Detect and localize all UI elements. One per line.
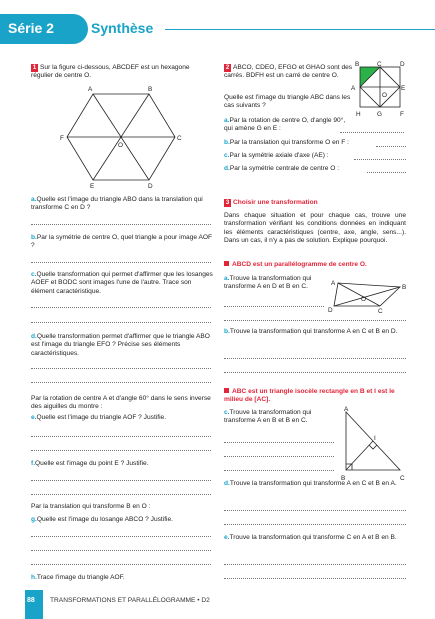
- label-f: F: [400, 111, 404, 118]
- ex1-question-b: [31, 234, 213, 251]
- answer-line[interactable]: [31, 494, 211, 495]
- answer-line[interactable]: [31, 262, 211, 263]
- q-letter: d.: [224, 165, 230, 172]
- q-text: Par la rotation de centre O, d'angle 90°, qui amène G en E :: [224, 117, 346, 133]
- ex1-translation-intro: Par la translation qui transforme B en O :: [31, 503, 151, 510]
- answer-line[interactable]: [31, 480, 211, 481]
- ex3-title: Choisir une transformation: [233, 199, 318, 206]
- ex3-question-c: [224, 409, 340, 426]
- q-text: Trouve la transformation qui transforme C en A et B en B.: [229, 534, 397, 541]
- answer-line[interactable]: [31, 450, 211, 451]
- squares-figure: [350, 60, 412, 122]
- q-text: Par la symétrie axiale d'axe (AE) :: [229, 152, 329, 159]
- ex2-intro: [224, 64, 354, 81]
- answer-line[interactable]: [224, 372, 406, 373]
- answer-line[interactable]: [224, 510, 406, 511]
- page-number-tab: [25, 590, 43, 619]
- ex3-part1-title: [224, 261, 406, 269]
- ex3-question-b: [224, 328, 406, 336]
- label-b: B: [355, 61, 360, 68]
- q-text: Quelle est l'image du point E ? Justifie.: [35, 460, 149, 467]
- ex1-intro-text: Sur la figure ci-dessous, ABCDEF est un hexagone régulier de centre O.: [31, 64, 190, 80]
- ex2-question: Quelle est l'image du triangle ABC dans les cas suivants ?: [224, 94, 351, 110]
- q-letter: a.: [31, 196, 37, 203]
- q-letter: c.: [31, 271, 37, 278]
- q-letter: c.: [224, 152, 230, 159]
- answer-line[interactable]: [31, 536, 211, 537]
- q-text: Quelle transformation qui permet d'affirmer que les losanges AOEF et BODC sont images l'une de l'autre. Trace son élément caractéristique.: [31, 271, 213, 295]
- answer-line[interactable]: [340, 132, 404, 133]
- q-letter: h.: [31, 574, 37, 581]
- answer-line[interactable]: [224, 442, 334, 443]
- label-b: B: [402, 284, 407, 291]
- answer-line[interactable]: [31, 550, 211, 551]
- ex2-question-a: [224, 117, 348, 134]
- q-text: Trouve la transformation qui transforme A en B et B en C.: [224, 409, 312, 425]
- part-title-text: ABC est un triangle isocèle rectangle en B et I est le milieu de [AC].: [224, 388, 395, 404]
- ex1-intro: [31, 64, 213, 81]
- bullet-square: [224, 388, 229, 393]
- part-title-text: ABCD est un parallélogramme de centre O.: [232, 261, 367, 268]
- label-e: E: [90, 183, 95, 188]
- answer-line[interactable]: [224, 358, 406, 359]
- ex2-intro-text: ABCO, CDEO, EFGO et GHAO sont des carrés. BDFH est un carré de centre O.: [224, 64, 353, 80]
- label-g: G: [377, 111, 382, 118]
- ex1-question-f: [31, 460, 213, 468]
- ex1-question-d: [31, 333, 213, 358]
- ex1-rotation-intro: Par la rotation de centre A et d'angle 60° dans le sens inverse des aiguilles du montre :: [31, 395, 211, 411]
- ex1-question-a: [31, 196, 213, 213]
- label-o: O: [361, 296, 366, 303]
- label-o: O: [118, 142, 123, 149]
- parallelogram-figure: [324, 276, 410, 314]
- ex3-question-d: [224, 480, 406, 488]
- answer-line[interactable]: [31, 307, 211, 308]
- isosceles-triangle-figure: [334, 404, 410, 488]
- answer-line[interactable]: [367, 172, 406, 173]
- q-letter: e.: [31, 414, 37, 421]
- q-letter: a.: [224, 275, 230, 282]
- q-text: Par la symétrie centrale de centre O :: [229, 165, 340, 172]
- label-d: D: [328, 307, 333, 314]
- q-text: Trouve la transformation qui transforme A en D et B en C.: [224, 275, 312, 291]
- ex3-question-e: [224, 534, 406, 542]
- answer-line[interactable]: [31, 322, 211, 323]
- q-letter: g.: [31, 516, 37, 523]
- q-text: Quelle est l'image du losange ABCO ? Justifie.: [36, 516, 174, 523]
- q-text: Par la translation qui transforme O en F :: [229, 139, 349, 146]
- q-text: Trouve la transformation qui transforme A en C et B en D.: [229, 328, 398, 335]
- ex3-number: 3: [225, 199, 230, 206]
- q-text: Quelle est l'image du triangle AOF ? Justifie.: [36, 414, 167, 421]
- label-a: A: [351, 85, 356, 92]
- q-text: Par la symétrie de centre O, quel triangle a pour image AOF ?: [31, 234, 213, 250]
- label-c: C: [177, 135, 182, 142]
- label-b: B: [341, 475, 346, 482]
- bullet-square: [224, 261, 229, 266]
- answer-line[interactable]: [31, 436, 211, 437]
- footer-chapter: TRANSFORMATIONS ET PARALLÉLOGRAMME • D2: [50, 597, 210, 604]
- q-text: Quelle est l'image du triangle ABO dans la translation qui transforme C en D ?: [31, 196, 203, 212]
- q-letter: c.: [224, 409, 230, 416]
- page-title: Synthèse: [91, 20, 154, 36]
- label-h: H: [356, 111, 361, 118]
- answer-line[interactable]: [354, 159, 406, 160]
- series-badge: [0, 14, 88, 44]
- answer-line[interactable]: [31, 564, 211, 565]
- label-b: B: [148, 86, 153, 93]
- label-a: A: [344, 406, 349, 413]
- answer-line[interactable]: [224, 306, 324, 307]
- answer-line[interactable]: [224, 470, 334, 471]
- label-a: A: [331, 280, 336, 287]
- q-letter: b.: [31, 234, 37, 241]
- q-text: Trace l'image du triangle AOF.: [36, 574, 125, 581]
- q-letter: b.: [224, 328, 230, 335]
- label-f: F: [60, 135, 64, 142]
- hexagon-figure: [60, 84, 190, 188]
- ex1-question-e: [31, 414, 213, 422]
- q-letter: b.: [224, 139, 230, 146]
- label-c: C: [378, 308, 383, 314]
- label-o: O: [382, 92, 387, 99]
- series-label: Série 2: [8, 20, 54, 36]
- label-d: D: [148, 183, 153, 188]
- answer-line[interactable]: [224, 456, 334, 457]
- q-letter: d.: [31, 333, 37, 340]
- q-letter: f.: [31, 460, 36, 467]
- ex1-number: 1: [32, 64, 37, 71]
- ex3-part2-title: [224, 388, 406, 405]
- ex2-number: 2: [225, 64, 230, 71]
- q-letter: d.: [224, 480, 230, 487]
- label-e: E: [401, 85, 406, 92]
- answer-line[interactable]: [224, 578, 406, 579]
- answer-line[interactable]: [224, 524, 406, 525]
- label-i: I: [374, 435, 376, 442]
- q-letter: e.: [224, 534, 230, 541]
- answer-line[interactable]: [31, 224, 211, 225]
- ex3-question-a: [224, 275, 334, 292]
- header-rule: [165, 29, 435, 30]
- q-text: Trouve la transformation qui transforme A en C et B en A.: [229, 480, 397, 487]
- answer-line[interactable]: [376, 146, 406, 147]
- ex1-question-c: [31, 271, 213, 296]
- ex3-heading: [224, 199, 406, 207]
- q-text: Quelle transformation permet d'affirmer que le triangle ABO est l'image du triangle EFO ? Précise ses éléments caractéristiques.: [31, 333, 210, 357]
- answer-line[interactable]: [31, 382, 211, 383]
- label-c: C: [400, 475, 405, 482]
- label-d: D: [400, 61, 405, 68]
- answer-line[interactable]: [31, 368, 211, 369]
- q-letter: a.: [224, 117, 230, 124]
- ex3-intro: Dans chaque situation et pour chaque cas, trouve une transformation vérifiant les conditions données en indiquant les éléments caractéristiques (centre, axe, angle, sens...). Dans un cas, il n'y a pas de solution. Explique pourquoi.: [224, 212, 406, 245]
- answer-line[interactable]: [224, 564, 406, 565]
- page-number: 88: [27, 597, 35, 604]
- answer-line[interactable]: [224, 320, 406, 321]
- ex1-question-h: [31, 574, 213, 582]
- ex1-question-g: [31, 516, 213, 524]
- label-a: A: [88, 86, 93, 93]
- label-c: C: [377, 61, 382, 68]
